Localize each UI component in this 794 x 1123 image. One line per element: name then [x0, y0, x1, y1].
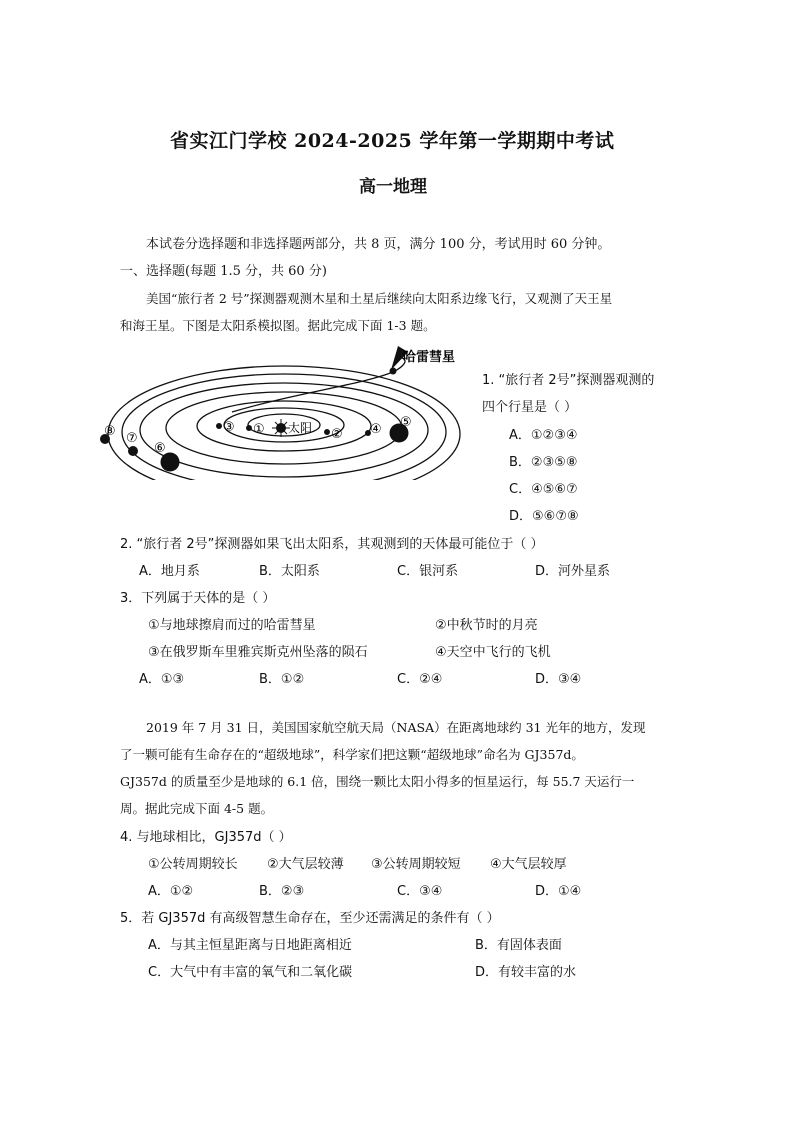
q2-option-c[interactable]: C．银河系 — [397, 564, 459, 579]
q3-stem: 3．下列属于天体的是（ ） — [120, 591, 276, 606]
q2-option-d[interactable]: D．河外星系 — [535, 564, 611, 579]
planet-label-5: ⑤ — [400, 415, 412, 430]
q3-item-4: ④天空中飞行的飞机 — [435, 645, 551, 660]
q1-stem-line2: 四个行星是（ ） — [482, 400, 578, 415]
planet-3 — [216, 423, 222, 429]
passage2-line2: 了一颗可能有生命存在的“超级地球”，科学家们把这颗“超级地球”命名为 GJ357d。 — [120, 747, 584, 762]
q4-item-4: ④大气层较厚 — [490, 857, 567, 872]
q1-stem-line1: 1. “旅行者 2号”探测器观测的 — [482, 373, 655, 388]
sun-label: 太阳 — [288, 421, 313, 435]
q1-option-c[interactable]: C．④⑤⑥⑦ — [509, 482, 578, 497]
q3-item-3: ③在俄罗斯车里雅宾斯克州坠落的陨石 — [148, 645, 368, 660]
planet-1 — [246, 425, 252, 431]
q5-option-b[interactable]: B．有固体表面 — [475, 938, 562, 953]
q3-option-c[interactable]: C．②④ — [397, 672, 443, 687]
planet-label-1: ① — [253, 422, 265, 437]
comet-label: 哈雷彗星 — [403, 350, 456, 365]
q3-option-b[interactable]: B．①② — [259, 672, 305, 687]
planet-label-4: ④ — [370, 422, 382, 437]
q3-item-1: ①与地球擦肩而过的哈雷彗星 — [148, 618, 316, 633]
exam-title: 省实江门学校 2024-2025 学年第一学期期中考试 — [170, 130, 615, 152]
q4-item-3: ③公转周期较短 — [371, 857, 461, 872]
comet-nucleus — [390, 368, 397, 375]
planet-label-7: ⑦ — [126, 431, 138, 446]
q5-option-d[interactable]: D．有较丰富的水 — [475, 965, 577, 980]
passage1-line1: 美国“旅行者 2 号”探测器观测木星和土星后继续向太阳系边缘飞行，又观测了天王星 — [146, 291, 613, 306]
passage2-line1: 2019 年 7 月 31 日，美国国家航空航天局（NASA）在距离地球约 31 光年的地方，发现 — [146, 720, 646, 735]
q2-option-b[interactable]: B．太阳系 — [259, 564, 320, 579]
q4-option-b[interactable]: B．②③ — [259, 884, 305, 899]
q5-stem: 5．若 GJ357d 有高级智慧生命存在，至少还需满足的条件有（ ） — [120, 911, 500, 926]
q5-option-a[interactable]: A．与其主恒星距离与日地距离相近 — [148, 938, 352, 953]
q4-item-2: ②大气层较薄 — [267, 857, 344, 872]
planet-label-6: ⑥ — [154, 441, 166, 456]
q2-stem: 2. “旅行者 2号”探测器如果飞出太阳系，其观测到的天体最可能位于（ ） — [120, 537, 544, 552]
passage2-line3: GJ357d 的质量至少是地球的 6.1 倍，围绕一颗比太阳小得多的恒星运行，每 55.7 天运行一 — [120, 774, 635, 789]
section-heading: 一、选择题(每题 1.5 分，共 60 分) — [120, 264, 327, 279]
q1-option-a[interactable]: A．①②③④ — [509, 428, 578, 443]
exam-instructions: 本试卷分选择题和非选择题两部分，共 8 页，满分 100 分，考试用时 60 分钟。 — [146, 237, 611, 252]
q4-stem: 4. 与地球相比，GJ357d（ ） — [120, 830, 292, 845]
planet-label-8: ⑧ — [104, 424, 116, 439]
solar-system-diagram — [95, 340, 475, 480]
planet-label-3: ③ — [223, 420, 235, 435]
exam-subject: 高一地理 — [359, 177, 427, 197]
q4-option-a[interactable]: A．①② — [148, 884, 194, 899]
q5-option-c[interactable]: C．大气中有丰富的氧气和二氧化碳 — [148, 965, 353, 980]
q3-option-a[interactable]: A．①③ — [139, 672, 185, 687]
planet-2 — [324, 429, 330, 435]
passage1-line2: 和海王星。下图是太阳系模拟图。据此完成下面 1-3 题。 — [120, 318, 436, 333]
q1-option-d[interactable]: D．⑤⑥⑦⑧ — [509, 509, 579, 524]
q4-option-d[interactable]: D．①④ — [535, 884, 582, 899]
passage2-line4: 周。据此完成下面 4-5 题。 — [120, 801, 274, 816]
planet-7 — [128, 446, 138, 456]
planet-label-2: ② — [331, 427, 343, 442]
q3-item-2: ②中秋节时的月亮 — [435, 618, 538, 633]
q2-option-a[interactable]: A．地月系 — [139, 564, 200, 579]
q4-item-1: ①公转周期较长 — [148, 857, 238, 872]
q1-option-b[interactable]: B．②③⑤⑧ — [509, 455, 578, 470]
q3-option-d[interactable]: D．③④ — [535, 672, 582, 687]
q4-option-c[interactable]: C．③④ — [397, 884, 443, 899]
